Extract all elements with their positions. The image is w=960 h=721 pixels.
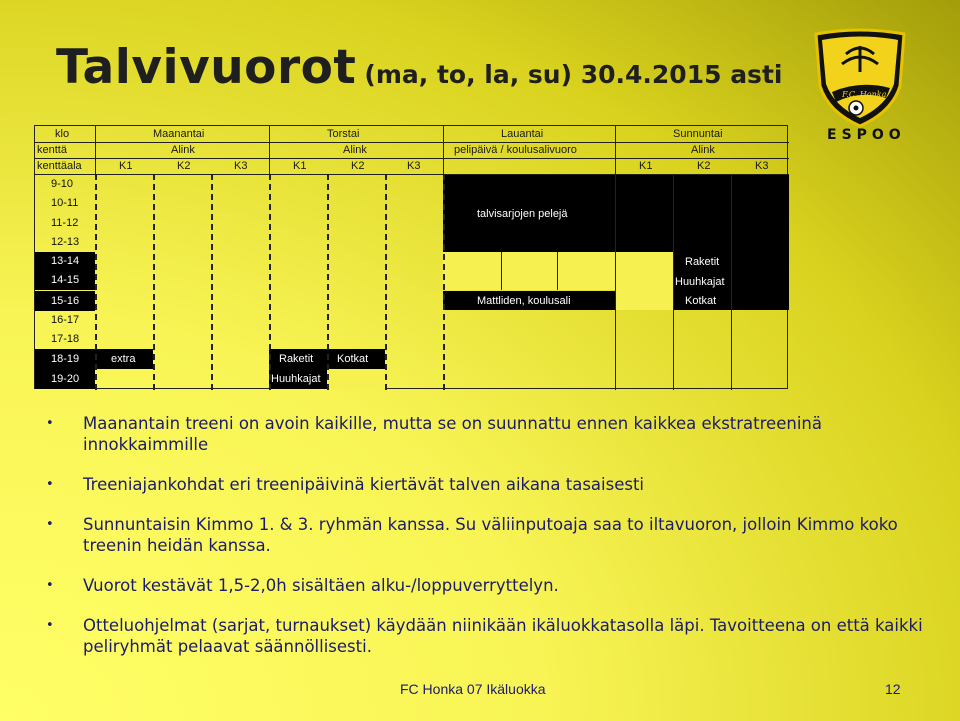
bullet-icon: • <box>46 517 54 532</box>
bullet-item <box>46 413 926 455</box>
header-area-1: K2 <box>177 160 191 172</box>
header-day-3: Sunnuntai <box>673 128 723 140</box>
bullet-icon: • <box>46 618 54 633</box>
logo-espoo-text: ESPOO <box>827 127 906 143</box>
header-area-7: K2 <box>697 160 711 172</box>
header-line-1 <box>35 158 789 159</box>
title-main: Talvivuorot <box>56 40 357 95</box>
header-area-0: K1 <box>119 160 133 172</box>
header-day-0: Maanantai <box>153 128 205 140</box>
vline-la-k1 <box>501 252 502 290</box>
bullet-icon: • <box>46 578 54 593</box>
sunnuntai-1415-label: Huuhkajat <box>675 276 725 288</box>
time-9-10: 9-10 <box>51 178 74 190</box>
vdash-6 <box>443 174 445 390</box>
header-kentta: kenttä <box>37 144 67 156</box>
bullet-list <box>46 413 926 676</box>
bullet-icon: • <box>46 416 54 431</box>
time-10-11: 10-11 <box>51 197 79 209</box>
header-field-0: Alink <box>171 144 195 156</box>
time-11-12: 11-12 <box>51 217 79 229</box>
torstai-1920-label: Huuhkajat <box>271 373 321 385</box>
lauantai-afternoon-label: Mattliden, koulusali <box>477 295 571 307</box>
vdash-0 <box>95 174 97 390</box>
header-line-2 <box>35 174 789 175</box>
vdash-4 <box>327 174 329 390</box>
header-area-5: K3 <box>407 160 421 172</box>
time-13-14: 13-14 <box>51 255 80 267</box>
bullet-text: Vuorot kestävät 1,5-2,0h sisältäen alku-/loppuverryttelyn. <box>83 576 559 595</box>
title-subtitle: (ma, to, la, su) 30.4.2015 asti <box>364 60 783 89</box>
block-sunnuntai-morning <box>615 174 789 252</box>
fc-honka-logo <box>812 28 908 128</box>
lauantai-morning-label: talvisarjojen pelejä <box>477 208 568 220</box>
bullet-item <box>46 514 926 556</box>
bullet-item <box>46 575 926 596</box>
schedule-table <box>34 125 788 389</box>
bullet-icon: • <box>46 477 54 492</box>
vline-h-1 <box>95 126 96 174</box>
sunnuntai-1516-label: Kotkat <box>685 295 717 307</box>
vline-su-k1 <box>673 174 674 390</box>
vline-lauantai-end <box>615 174 616 390</box>
sunnuntai-1314-label: Raketit <box>685 256 720 268</box>
header-field-2: pelipäivä / koulusalivuoro <box>454 144 577 156</box>
vline-su-k2 <box>731 174 732 390</box>
vline-la-k2 <box>557 252 558 290</box>
time-18-19: 18-19 <box>51 353 80 365</box>
maanantai-extra-label: extra <box>111 353 136 365</box>
bullet-text: Otteluohjelmat (sarjat, turnaukset) käydään niinikään ikäluokkatasolla läpi. Tavoitteena on että kaikki peliryhmät pelaavat säännöllisesti. <box>83 616 923 656</box>
cutout-torstai-1920 <box>327 369 385 389</box>
vline-h-2 <box>269 126 270 174</box>
footer-title: FC Honka 07 Ikäluokka <box>400 681 546 697</box>
torstai-1819-label-a: Raketit <box>279 353 314 365</box>
vdash-3 <box>269 174 271 390</box>
header-area-4: K2 <box>351 160 365 172</box>
bullet-item <box>46 615 926 657</box>
header-kenttaala: kenttäala <box>37 160 82 172</box>
cell-sunnuntai-k1-afternoon <box>615 252 673 310</box>
vline-h-4 <box>615 126 616 174</box>
header-line-0 <box>35 142 789 143</box>
time-19-20: 19-20 <box>51 373 80 385</box>
time-16-17: 16-17 <box>51 314 80 326</box>
bullet-text: Sunnuntaisin Kimmo 1. & 3. ryhmän kanssa. Su väliinputoaja saa to iltavuoron, jolloin Kimmo koko treenin heidän kanssa. <box>83 515 898 555</box>
vline-h-3 <box>443 126 444 174</box>
bullet-text: Maanantain treeni on avoin kaikille, mutta se on suunnattu ennen kaikkea ekstratreeninä innokkaimmille <box>83 414 822 454</box>
vdash-2 <box>211 174 213 390</box>
page-title <box>56 40 782 95</box>
time-15-16: 15-16 <box>51 295 80 307</box>
header-field-1: Alink <box>343 144 367 156</box>
vdash-1 <box>153 174 155 390</box>
time-14-15: 14-15 <box>51 274 80 286</box>
header-area-8: K3 <box>755 160 769 172</box>
logo-badge-text: F.C. Honka <box>842 90 887 99</box>
bullet-item <box>46 474 926 495</box>
footer-page-number: 12 <box>885 681 901 697</box>
header-field-3: Alink <box>691 144 715 156</box>
torstai-1819-label-b: Kotkat <box>337 353 369 365</box>
header-klo: klo <box>55 128 70 140</box>
bullet-text: Treeniajankohdat eri treenipäivinä kiertävät talven aikana tasaisesti <box>83 475 645 494</box>
cell-lauantai-1314-1415 <box>443 252 617 290</box>
vdash-5 <box>385 174 387 390</box>
header-area-2: K3 <box>234 160 248 172</box>
time-17-18: 17-18 <box>51 333 80 345</box>
header-area-6: K1 <box>639 160 653 172</box>
header-day-1: Torstai <box>327 128 360 140</box>
header-day-2: Lauantai <box>501 128 544 140</box>
time-12-13: 12-13 <box>51 236 80 248</box>
header-area-3: K1 <box>293 160 307 172</box>
